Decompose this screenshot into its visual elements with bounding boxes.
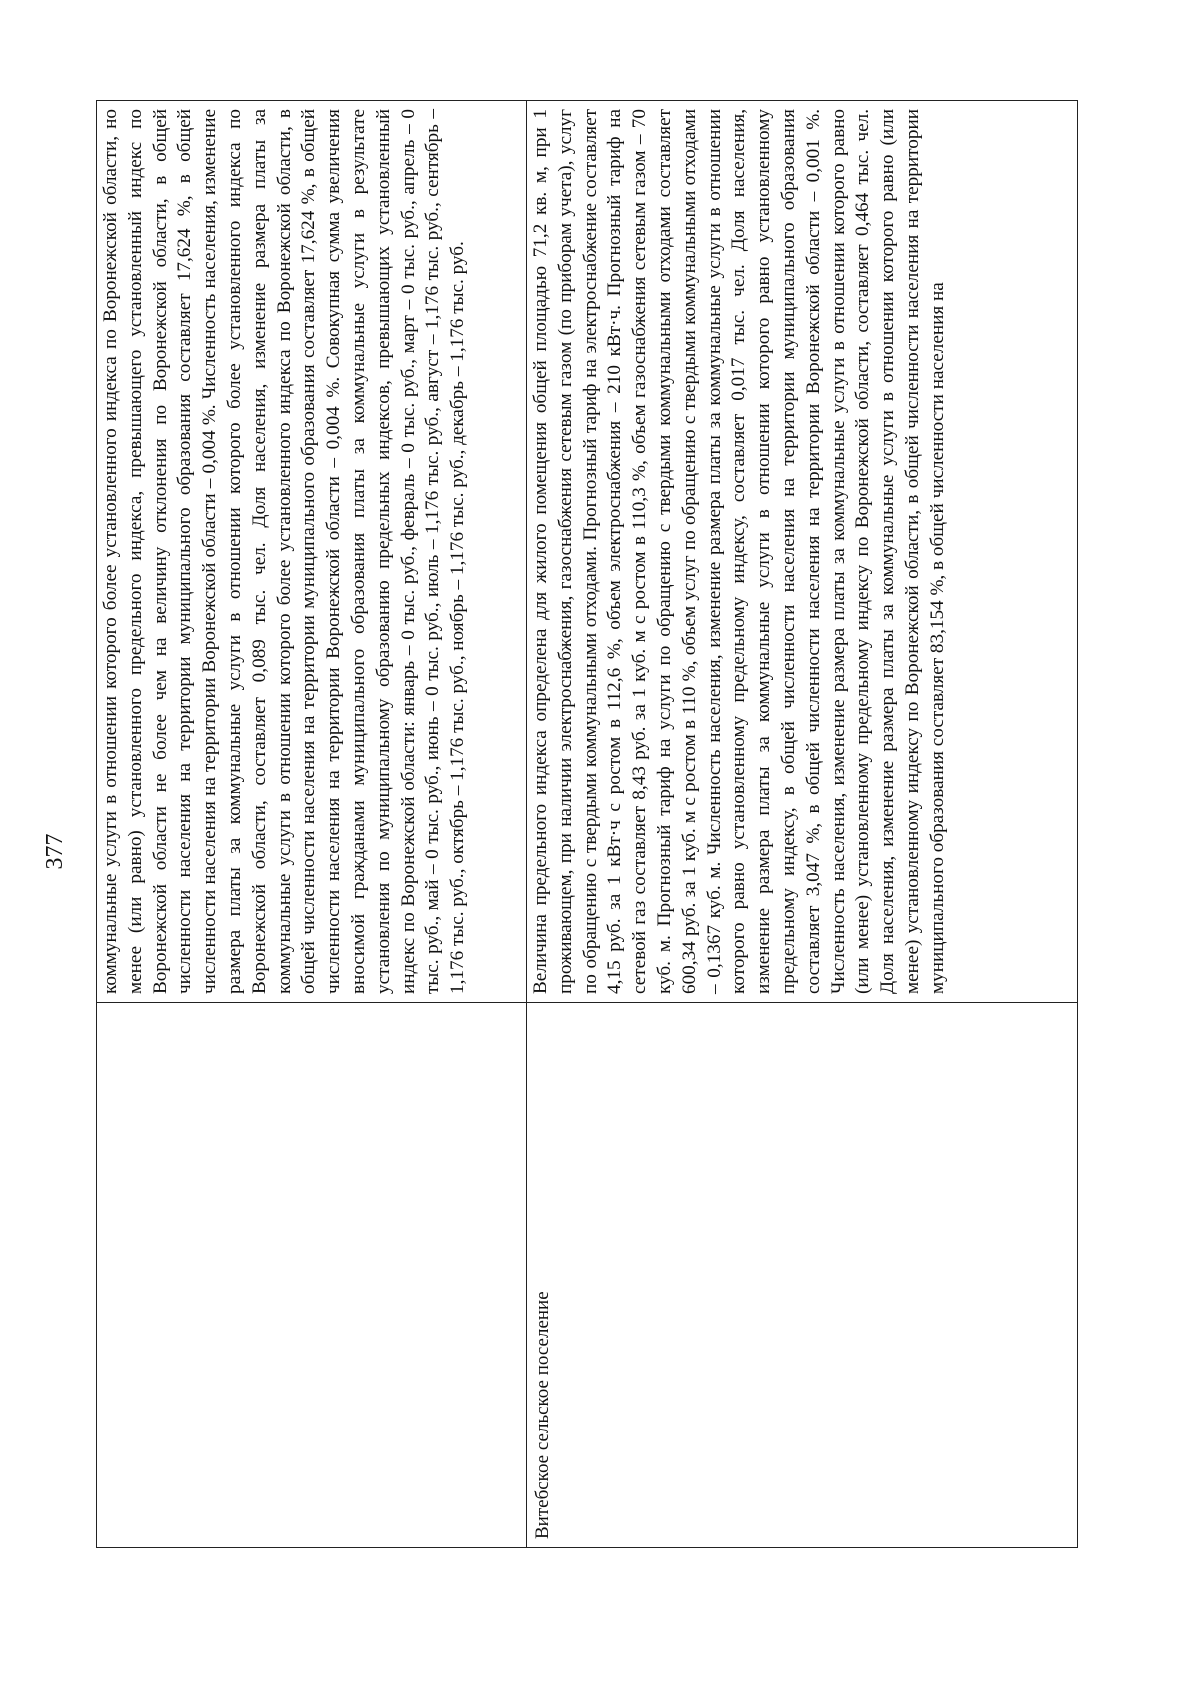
table-row [527, 101, 1077, 1547]
page-number: 377 [42, 833, 68, 870]
document-table [96, 100, 1078, 1548]
description-cell: коммунальные услуги в отношении которого более установленного индекса по Воронежской области, но менее (или равно) установленного предельного индекса, превышающего установленный индекс по Воронежской области не более чем на величину отклонения по Воронежской области, в общей численности населения на территории муниципального образования составляет 17,624 %, в общей численности населения на территории Воронежской области – 0,004 %. Численность населения, изменение размера платы за коммунальные услуги в отношении которого более установленного индекса по Воронежской области, составляет 0,089 тыс. чел. Доля населения, изменение размера платы за коммунальные услуги в отношении которого более установленного индекса по Воронежской области, в общей численности населения на территории муниципального образования составляет 17,624 %, в общей численности населения на территории Воронежской области – 0,004 %. Совокупная сумма увеличения вносимой гражданами муниципального образования платы за коммунальные услуги в результате установления по муниципальному образованию предельных индексов, превышающих установленный индекс по Воронежской области: январь – 0 тыс. руб., февраль – 0 тыс. руб., март – 0 тыс. руб., апрель – 0 тыс. руб., май – 0 тыс. руб., июнь – 0 тыс. руб., июль – 1,176 тыс. руб., август – 1,176 тыс. руб., сентябрь – 1,176 тыс. руб., октябрь – 1,176 тыс. руб., ноябрь – 1,176 тыс. руб., декабрь – 1,176 тыс. руб. [100, 109, 469, 994]
municipality-name-cell: Витебское сельское поселение [527, 1002, 1077, 1547]
municipality-name-cell [97, 1002, 526, 1547]
table-row [97, 101, 527, 1547]
description-cell: Величина предельного индекса определена для жилого помещения общей площадью 71,2 кв. м, при 1 проживающем, при наличии электроснабжения, газоснабжения сетевым газом (по приборам учета), услуг по обращению с твердыми коммунальными отходами. Прогнозный тариф на электроснабжение составляет 4,15 руб. за 1 кВт·ч с ростом в 112,6 %, объем электроснабжения – 210 кВт·ч. Прогнозный тариф на сетевой газ составляет 8,43 руб. за 1 куб. м с ростом в 110,3 %, объем газоснабжения сетевым газом – 70 куб. м. Прогнозный тариф на услуги по обращению с твердыми коммунальными отходами составляет 600,34 руб. за 1 куб. м с ростом в 110 %, объем услуг по обращению с твердыми коммунальными отходами – 0,1367 куб. м. Численность населения, изменение размера платы за коммунальные услуги в отношении которого равно установленному предельному индексу, составляет 0,017 тыс. чел. Доля населения, изменение размера платы за коммунальные услуги в отношении которого равно установленному предельному индексу, в общей численности населения на территории муниципального образования составляет 3,047 %, в общей численности населения на территории Воронежской области – 0,001 %. Численность населения, изменение размера платы за коммунальные услуги в отношении которого равно (или менее) установленному предельному индексу по Воронежской области, составляет 0,464 тыс. чел. Доля населения, изменение размера платы за коммунальные услуги в отношении которого равно (или менее) установленному индексу по Воронежской области, в общей численности населения на территории муниципального образования составляет 83,154 %, в общей численности населения на [530, 109, 948, 994]
